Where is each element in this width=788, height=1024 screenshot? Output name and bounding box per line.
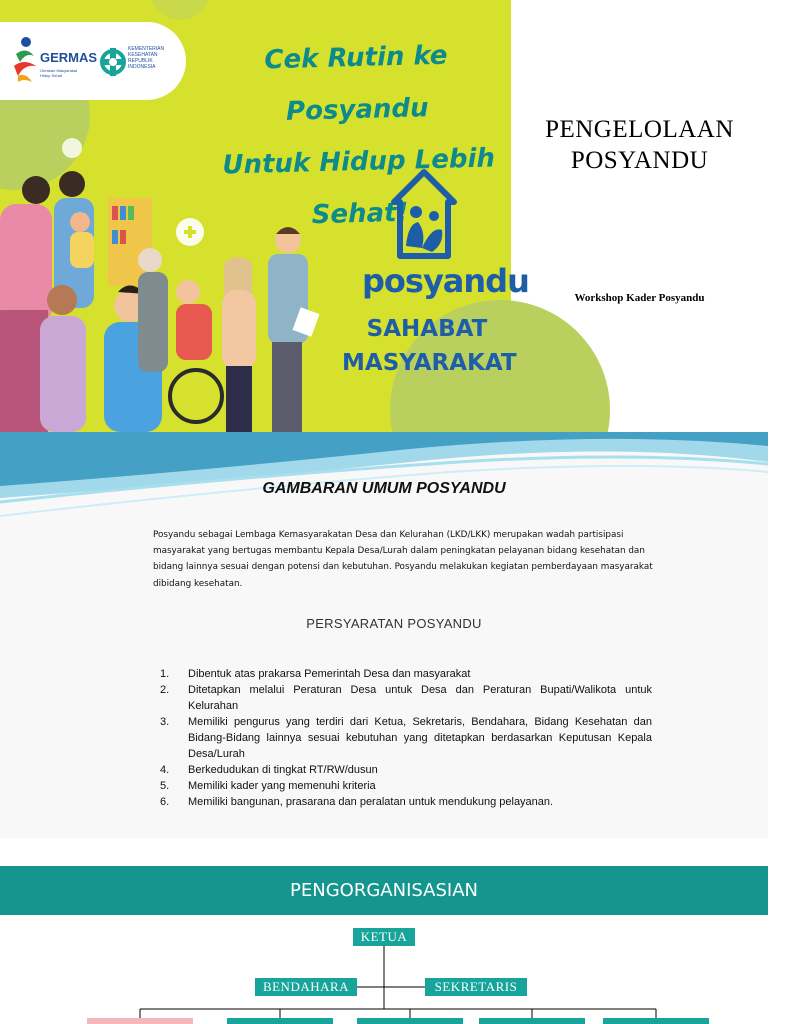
slide-title-line-1: PENGELOLAAN bbox=[545, 116, 734, 143]
list-item bbox=[160, 794, 652, 810]
title-slide bbox=[0, 0, 768, 432]
org-leaf-box bbox=[479, 1018, 585, 1024]
slide-subtitle: Workshop Kader Posyandu bbox=[574, 292, 705, 304]
headline-line-1: Cek Rutin ke Posyandu bbox=[264, 40, 448, 127]
list-item-number: 2. bbox=[160, 684, 170, 696]
org-leaf-box bbox=[357, 1018, 463, 1024]
list-item bbox=[160, 666, 652, 682]
tagline-line-2: MASYARAKAT bbox=[342, 350, 517, 376]
logo-pill bbox=[0, 22, 186, 100]
organization-heading: PENGORGANISASIAN bbox=[0, 866, 768, 915]
organization-slide bbox=[0, 866, 768, 1024]
posyandu-tagline bbox=[342, 312, 517, 380]
posyandu-house-icon bbox=[392, 168, 456, 264]
list-item-text: Berkedudukan di tingkat RT/RW/dusun bbox=[188, 764, 378, 776]
list-item-number: 3. bbox=[160, 716, 170, 728]
campaign-banner bbox=[0, 0, 529, 432]
org-leaf-box bbox=[603, 1018, 709, 1024]
list-item-number: 6. bbox=[160, 796, 170, 808]
list-item-text: Memiliki kader yang memenuhi kriteria bbox=[188, 780, 376, 792]
headline-line-2: Untuk Hidup Lebih Sehat! bbox=[222, 143, 496, 231]
list-item bbox=[160, 714, 652, 762]
list-item-text: Dibentuk atas prakarsa Pemerintah Desa dan masyarakat bbox=[188, 668, 471, 680]
list-item bbox=[160, 762, 652, 778]
list-item-number: 4. bbox=[160, 764, 170, 776]
germas-logo-subtext: Gerakan Masyarakat Hidup Sehat bbox=[40, 68, 78, 78]
people-illustration bbox=[0, 160, 340, 432]
requirements-heading: PERSYARATAN POSYANDU bbox=[306, 616, 482, 631]
list-item-text: Memiliki bangunan, prasarana dan peralatan untuk mendukung pelayanan. bbox=[188, 796, 554, 808]
decor-blob bbox=[150, 0, 210, 20]
requirements-list bbox=[160, 666, 652, 810]
list-item-text: Memiliki pengurus yang terdiri dari Ketua, Sekretaris, Bendahara, Bidang Kesehatan dan Bidang-Bidang lainnya sesuai kebutuhan yang ditetapkan berdasarkan Keputusan Kepala Desa/Lurah bbox=[188, 716, 652, 760]
org-box-sekretaris: SEKRETARIS bbox=[425, 978, 527, 996]
kemenkes-logo-text: KEMENTERIAN KESEHATAN REPUBLIK INDONESIA bbox=[128, 46, 165, 70]
org-leaf-box bbox=[227, 1018, 333, 1024]
slide-title bbox=[511, 114, 768, 176]
germas-logo-text: GERMAS bbox=[40, 50, 98, 65]
overview-slide bbox=[0, 432, 768, 838]
overview-heading: GAMBARAN UMUM POSYANDU bbox=[262, 480, 506, 497]
tagline-line-1: SAHABAT bbox=[366, 316, 488, 342]
wave-decoration bbox=[0, 432, 768, 522]
overview-paragraph: Posyandu sebagai Lembaga Kemasyarakatan Desa dan Kelurahan (LKD/LKK) merupakan wadah partisipasi masyarakat yang bertugas membantu Kepala Desa/Lurah dalam peningkatan pelayanan bidang kesehatan dan bidang lainnya sesuai dengan potensi dan kebutuhan. Posyandu melakukan kegiatan pemberdayaan masyarakat dibidang kesehatan. bbox=[153, 530, 653, 589]
list-item-number: 5. bbox=[160, 780, 170, 792]
list-item bbox=[160, 778, 652, 794]
posyandu-brand-name: posyandu bbox=[362, 262, 529, 300]
org-leaf-box bbox=[87, 1018, 193, 1024]
org-box-bendahara: BENDAHARA bbox=[255, 978, 357, 996]
list-item-text: Ditetapkan melalui Peraturan Desa untuk Desa dan Peraturan Bupati/Walikota untuk Kelurahan bbox=[188, 684, 652, 712]
slide-title-line-2: POSYANDU bbox=[570, 147, 709, 174]
list-item bbox=[160, 682, 652, 714]
org-box-ketua: KETUA bbox=[353, 928, 415, 946]
germas-logo-icon bbox=[12, 36, 38, 84]
kemenkes-logo-icon bbox=[100, 42, 126, 82]
list-item-number: 1. bbox=[160, 668, 170, 680]
